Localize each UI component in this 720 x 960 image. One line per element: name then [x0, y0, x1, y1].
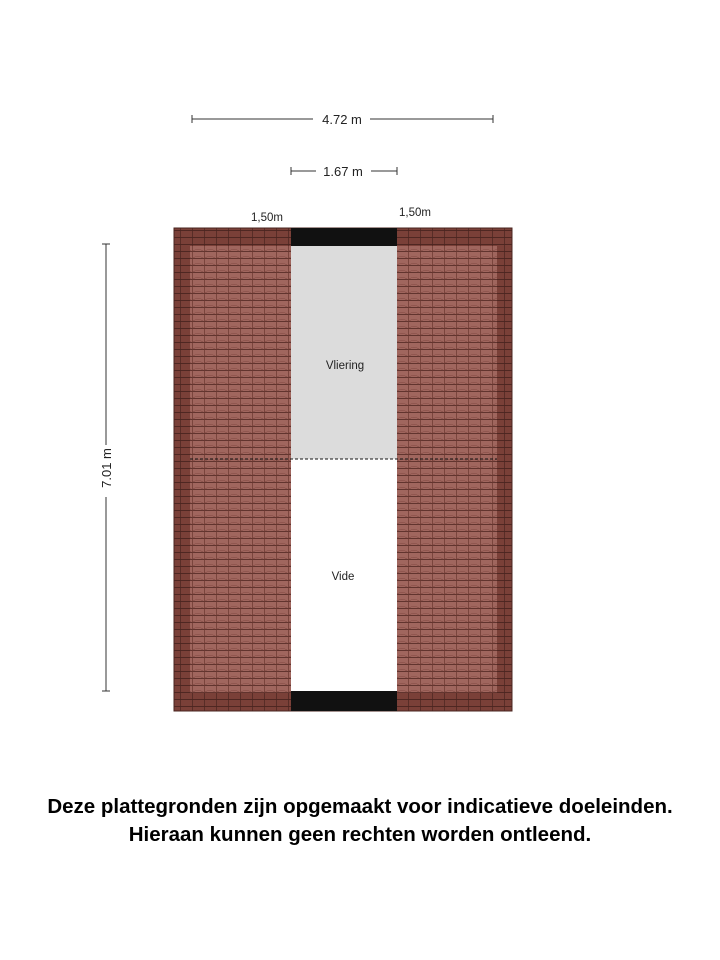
left-roof-width-label: 1,50m — [251, 212, 283, 224]
total-width-label: 4.72 m — [322, 112, 362, 127]
dimension-depth — [99, 244, 114, 691]
dimension-opening-width — [291, 164, 397, 179]
depth-label: 7.01 m — [99, 448, 114, 488]
disclaimer-line-2: Hieraan kunnen geen rechten worden ontleend. — [128, 823, 592, 846]
disclaimer-line-1: Deze plattegronden zijn opgemaakt voor indicatieve doeleinden. — [47, 795, 673, 818]
right-roof-slope — [397, 246, 497, 693]
attic-area — [291, 246, 397, 459]
opening-width-label: 1.67 m — [323, 164, 363, 179]
void-label: Vide — [331, 571, 355, 583]
bottom-wall — [291, 691, 397, 711]
dimension-total-width — [192, 112, 493, 127]
left-roof-slope — [190, 246, 291, 693]
top-wall — [291, 228, 397, 246]
right-roof-width-label: 1,50m — [399, 207, 431, 219]
attic-label: Vliering — [325, 360, 365, 372]
